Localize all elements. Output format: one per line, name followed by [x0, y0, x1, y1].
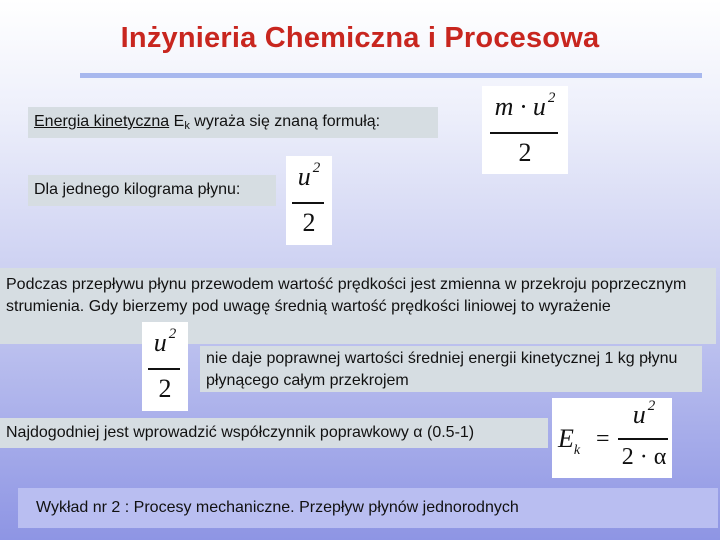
formula-kinetic-energy-denominator: 2	[518, 138, 532, 167]
formula-kinetic-energy-exponent: 2	[547, 90, 556, 106]
kinetic-energy-box	[28, 107, 438, 138]
fraction-bar	[618, 438, 668, 440]
one-kilogram-box	[28, 175, 276, 206]
kinetic-energy-rest: wyraża się znaną formułą:	[189, 113, 381, 130]
fraction-bar	[490, 132, 558, 134]
kinetic-energy-term: Energia kinetyczna	[34, 113, 170, 130]
fraction-bar	[148, 368, 180, 370]
formula-per-kilogram-exponent: 2	[312, 160, 321, 176]
formula-kinetic-energy	[482, 86, 568, 174]
ek-symbol: E	[169, 113, 185, 130]
formula-lhs-symbol: E	[558, 424, 574, 453]
correction-factor-box	[0, 418, 548, 448]
formula-per-kilogram-numerator: u	[297, 162, 311, 191]
correction-factor-text: Najdogodniej jest wprowadzić współczynnik poprawkowy α (0.5-1)	[6, 424, 475, 441]
fraction-bar	[292, 202, 324, 204]
ek-subscript: k	[184, 120, 190, 132]
flow-velocity-box	[0, 268, 716, 344]
formula-corrected-exponent: 2	[647, 398, 656, 414]
lecture-footer-text: Wykład nr 2 : Procesy mechaniczne. Przepływ płynów jednorodnych	[36, 499, 519, 516]
formula-lhs-subscript: k	[573, 443, 581, 458]
lecture-footer	[18, 488, 718, 528]
formula-expression-numerator: u	[153, 328, 167, 357]
formula-corrected-numerator: u	[632, 400, 646, 429]
formula-per-kilogram	[286, 156, 332, 245]
formula-corrected-denominator: 2 · α	[621, 444, 667, 470]
formula-expression-denominator: 2	[158, 374, 172, 403]
formula-kinetic-energy-numerator: m · u	[494, 92, 546, 121]
one-kilogram-text: Dla jednego kilograma płynu:	[34, 181, 241, 198]
formula-equals-sign: =	[596, 426, 610, 452]
formula-per-kilogram-denominator: 2	[302, 208, 316, 237]
average-energy-box	[200, 346, 702, 392]
formula-expression	[142, 322, 188, 411]
slide-title: Inżynieria Chemiczna i Procesowa	[120, 22, 600, 54]
flow-velocity-text: Podczas przepływu płynu przewodem wartość prędkości jest zmienna w przekroju poprzecznym strumienia. Gdy bierzemy pod uwagę średnią wartość prędkości liniowej to wyrażenie	[6, 276, 687, 315]
title-divider	[80, 73, 702, 78]
formula-expression-exponent: 2	[168, 326, 177, 342]
average-energy-text: nie daje poprawnej wartości średniej energii kinetycznej 1 kg płynu płynącego całym przekrojem	[206, 350, 678, 389]
formula-corrected-energy	[552, 398, 672, 478]
